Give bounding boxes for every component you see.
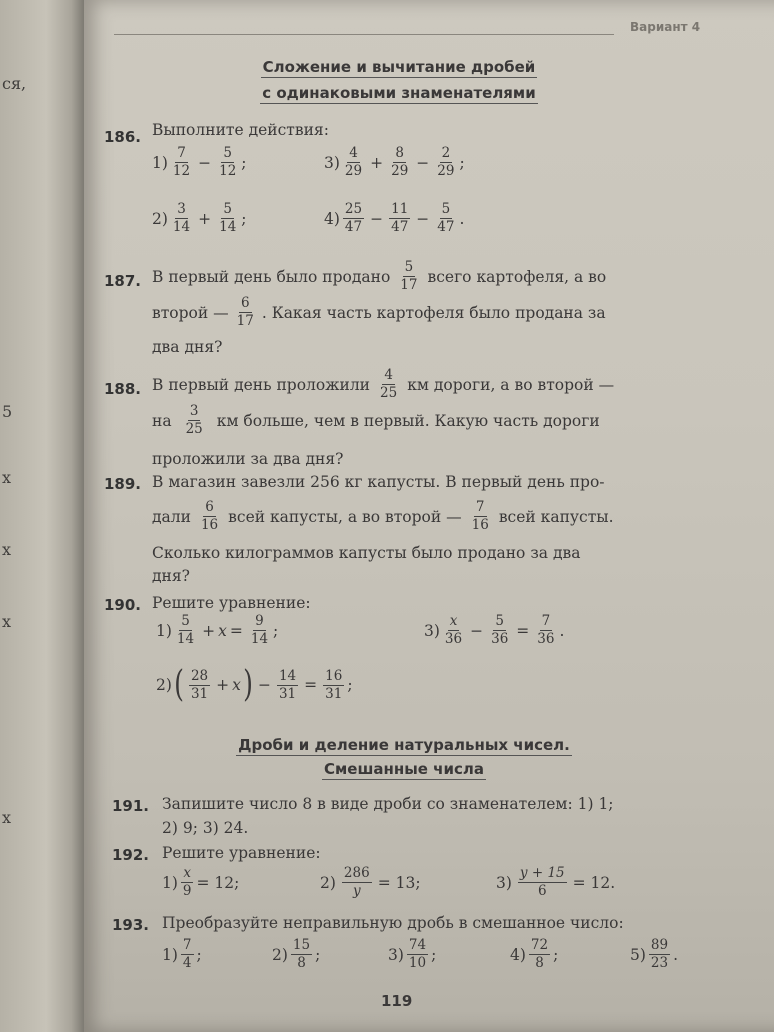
item-label: 1) (156, 621, 172, 640)
problem-189-line-2 (152, 500, 614, 533)
operator: = (516, 621, 530, 640)
fraction: $\frac{4}{25}$ (380, 367, 398, 401)
problem-number: 186. (104, 128, 142, 146)
item-label: 2) (156, 676, 172, 694)
expression-186-3 (324, 146, 465, 179)
fraction: $\frac{89}{23}$ (650, 937, 669, 971)
operator: = (229, 621, 243, 640)
fraction: $\frac{8}{29}$ (391, 145, 409, 179)
section-title-2 (204, 736, 604, 756)
item-label: 4) (510, 945, 526, 964)
fraction: $\frac{25}{47}$ (344, 201, 363, 235)
left-fragment: ся, (2, 74, 27, 93)
section-title-line: Смешанные числа (324, 760, 484, 778)
item-label: 3) (496, 873, 512, 892)
problem-text: Решите уравнение: (162, 844, 321, 862)
fraction: $\frac{5}{12}$ (219, 145, 237, 179)
punct: ; (431, 945, 437, 964)
problem-text: дня? (152, 567, 190, 585)
header-rule (114, 34, 614, 35)
section-subtitle-1 (224, 84, 574, 104)
item-193-5 (630, 938, 678, 971)
fraction: $\frac{11}{47}$ (391, 201, 409, 235)
punct: ; (196, 945, 202, 964)
equation-190-3 (424, 614, 564, 647)
fraction: $\frac{x}{9}$ (182, 865, 192, 899)
problem-number: 188. (104, 380, 142, 398)
left-fragment: х (2, 612, 12, 631)
text-run: км больше, чем в первый. Какую часть дороги (216, 411, 600, 430)
text-run: на (152, 411, 172, 430)
operator: = (304, 676, 318, 694)
item-label: 1) (152, 153, 168, 172)
fraction: $\frac{16}{31}$ (325, 667, 343, 702)
equation-192-2 (320, 866, 421, 899)
expression-186-4 (324, 202, 464, 235)
section-title-1 (224, 58, 574, 78)
item-label: 2) (272, 945, 288, 964)
fraction: $\frac{4}{29}$ (344, 145, 363, 179)
fraction: $\frac{74}{10}$ (408, 937, 427, 971)
variable: x (232, 676, 241, 694)
fraction: $\frac{2}{29}$ (437, 145, 455, 179)
fraction: $\frac{x}{36}$ (444, 613, 463, 647)
punct: ; (241, 209, 247, 228)
problem-number: 190. (104, 596, 142, 614)
text-run: всей капусты. (498, 507, 614, 526)
text-run: = 12. (572, 873, 616, 892)
fraction: $\frac{7}{4}$ (182, 937, 192, 971)
expression-186-2 (152, 202, 247, 235)
text-run: = 13; (377, 873, 421, 892)
left-fragment: х (2, 468, 12, 487)
fraction: $\frac{7}{16}$ (471, 499, 489, 533)
fraction: $\frac{6}{17}$ (236, 295, 254, 329)
fraction: $\frac{15}{8}$ (292, 937, 311, 971)
problem-number: 192. (112, 846, 150, 864)
punct: ; (315, 945, 321, 964)
text-run: . Какая часть картофеля было продана за (261, 303, 606, 322)
item-label: 2) (320, 873, 336, 892)
punct: . (459, 209, 465, 228)
problem-188-line-2 (152, 404, 600, 437)
variant-label: Вариант 4 (630, 20, 701, 34)
fraction: $\frac{5}{14}$ (219, 201, 237, 235)
fraction: $\frac{5}{47}$ (437, 201, 455, 235)
problem-188-line-1 (152, 368, 614, 401)
punct: . (673, 945, 679, 964)
operator: − (416, 209, 430, 228)
problem-187-line-2 (152, 296, 606, 329)
punct: ; (347, 676, 353, 694)
section-title-line: Дроби и деление натуральных чисел. (238, 736, 570, 754)
punct: ; (273, 621, 279, 640)
item-label: 4) (324, 209, 340, 228)
left-fragment: х (2, 540, 12, 559)
problem-text: Преобразуйте неправильную дробь в смешанное число: (162, 914, 624, 932)
fraction: $\frac{72}{8}$ (530, 937, 549, 971)
problem-187-line-1 (152, 260, 606, 293)
operator: + (370, 153, 384, 172)
text-run: всего картофеля, а во (427, 267, 607, 286)
fraction: $\frac{7}{12}$ (172, 145, 191, 179)
problem-text: Выполните действия: (152, 121, 329, 139)
section-title-line: Сложение и вычитание дробей (262, 58, 536, 76)
operator: + (198, 209, 212, 228)
left-page-edge (0, 0, 84, 1032)
equation-192-3 (496, 866, 615, 899)
fraction: $\frac{3}{14}$ (172, 201, 191, 235)
section-title-line: с одинаковыми знаменателями (262, 84, 536, 102)
operator: − (416, 153, 430, 172)
item-label: 5) (630, 945, 646, 964)
text-run: второй — (152, 303, 229, 322)
expression-186-1 (152, 146, 247, 179)
left-fragment: х (2, 808, 12, 827)
item-label: 2) (152, 209, 168, 228)
problem-number: 193. (112, 916, 150, 934)
punct: . (559, 621, 565, 640)
problem-number: 187. (104, 272, 142, 290)
problem-text: проложили за два дня? (152, 450, 344, 468)
item-label: 1) (162, 873, 178, 892)
text-run: В первый день было продано (152, 267, 391, 286)
operator: − (470, 621, 484, 640)
punct: ; (553, 945, 559, 964)
item-label: 3) (388, 945, 404, 964)
problem-text: два дня? (152, 338, 223, 356)
item-193-3 (388, 938, 436, 971)
operator: − (198, 153, 212, 172)
problem-number: 189. (104, 475, 142, 493)
item-label: 3) (324, 153, 340, 172)
book-page (84, 0, 774, 1032)
variable: x (218, 621, 227, 640)
left-fragment: 5 (2, 402, 13, 421)
problem-text: Сколько килограммов капусты было продано за два (152, 544, 581, 562)
fraction: $\frac{5}{14}$ (176, 613, 195, 647)
problem-number: 191. (112, 797, 150, 815)
operator: + (202, 621, 216, 640)
problem-text: Решите уравнение: (152, 594, 311, 612)
operator: − (257, 676, 271, 694)
section-subtitle-2 (204, 760, 604, 780)
page-number: 119 (381, 992, 413, 1010)
fraction: $\frac{28}{31}$ (190, 667, 209, 702)
equation-192-1 (162, 866, 239, 899)
problem-text: Запишите число 8 в виде дроби со знаменателем: 1) 1; (162, 795, 614, 813)
fraction: $\frac{286}{y}$ (343, 865, 370, 899)
item-193-1 (162, 938, 202, 971)
text-run: В первый день проложили (152, 375, 371, 394)
item-label: 3) (424, 621, 440, 640)
fraction: $\frac{y + 15}{6}$ (519, 865, 565, 899)
problem-text: 2) 9; 3) 24. (162, 819, 249, 837)
equation-190-2 (156, 664, 353, 705)
fraction: $\frac{7}{36}$ (537, 613, 555, 647)
fraction: $\frac{9}{14}$ (250, 613, 269, 647)
fraction: $\frac{5}{36}$ (491, 613, 509, 647)
right-paren: ) (243, 664, 253, 705)
text-run: = 12; (196, 873, 240, 892)
item-193-2 (272, 938, 320, 971)
problem-text: В магазин завезли 256 кг капусты. В первый день про- (152, 473, 605, 491)
left-paren: ( (174, 664, 184, 705)
item-193-4 (510, 938, 558, 971)
fraction: $\frac{5}{17}$ (400, 259, 418, 293)
operator: + (216, 676, 230, 694)
equation-190-1 (156, 614, 278, 647)
fraction: $\frac{6}{16}$ (200, 499, 219, 533)
text-run: дали (152, 507, 191, 526)
text-run: км дороги, а во второй — (407, 375, 615, 394)
punct: ; (241, 153, 247, 172)
text-run: всей капусты, а во второй — (228, 507, 462, 526)
fraction: $\frac{3}{25}$ (185, 403, 203, 437)
fraction: $\frac{14}{31}$ (278, 667, 297, 702)
operator: − (370, 209, 384, 228)
punct: ; (459, 153, 465, 172)
item-label: 1) (162, 945, 178, 964)
